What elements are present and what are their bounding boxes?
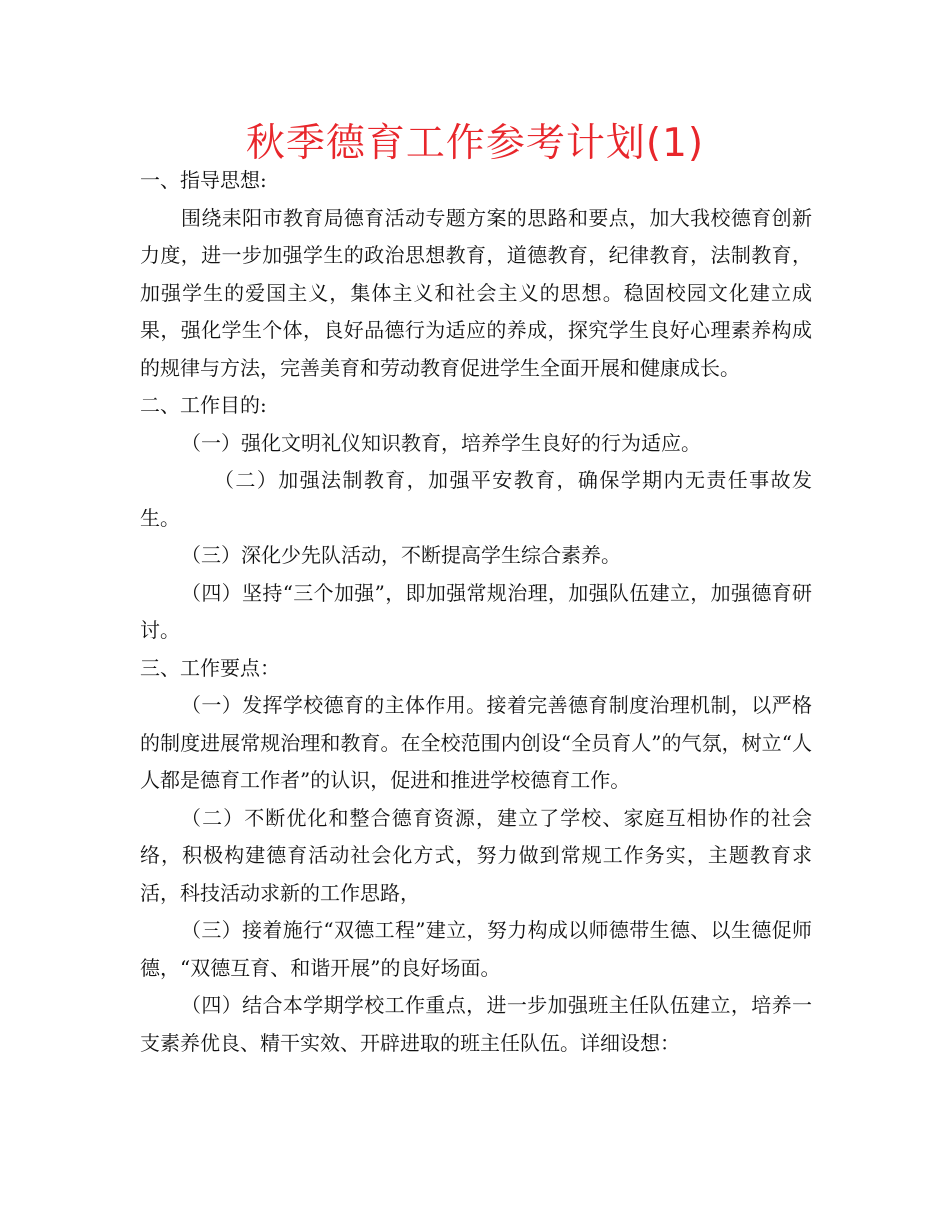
document-title: 秋季德育工作参考计划(1) <box>245 121 705 166</box>
goal-item-3: （三）深化少先队活动，不断提高学生综合素养。 <box>181 543 621 567</box>
work-point-3: （三）接着施行“双德工程”建立，努力构成以师德带生德、以生德促师德，“双德互育、和谐开展”的良好场面。 <box>140 918 812 980</box>
work-point-2: （二）不断优化和整合德育资源，建立了学校、家庭互相协作的社会络，积极构建德育活动社会化方式，努力做到常规工作务实，主题教育求活，科技活动求新的工作思路， <box>140 805 812 905</box>
goal-item-4: （四）坚持“三个加强”，即加强常规治理，加强队伍建立，加强德育研讨。 <box>140 580 812 642</box>
paragraph-guiding-thought: 围绕耒阳市教育局德育活动专题方案的思路和要点，加大我校德育创新力度，进一步加强学生的政治思想教育，道德教育，纪律教育，法制教育，加强学生的爱国主义，集体主义和社会主义的思想。稳固校园文化建立成果，强化学生个体，良好品德行为适应的养成，探究学生良好心理素养构成的规律与方法，完善美育和劳动教育促进学生全面开展和健康成长。 <box>140 205 812 380</box>
section-heading-work-goals: 二、工作目的: <box>140 393 267 417</box>
goal-item-2: （二）加强法制教育，加强平安教育，确保学期内无责任事故发生。 <box>140 468 812 530</box>
section-heading-guiding-thought: 一、指导思想: <box>140 168 267 192</box>
section-heading-work-points: 三、工作要点： <box>140 655 280 680</box>
work-point-1: （一）发挥学校德育的主体作用。接着完善德育制度治理机制，以严格的制度进展常规治理和教育。在全校范围内创设“全员育人”的气氛，树立“人人都是德育工作者”的认识，促进和推进学校德育工作。 <box>140 693 812 792</box>
work-point-4: （四）结合本学期学校工作重点，进一步加强班主任队伍建立，培养一支素养优良、精干实效、开辟进取的班主任队伍。详细设想： <box>140 993 812 1055</box>
goal-item-1: （一）强化文明礼仪知识教育，培养学生良好的行为适应。 <box>181 430 701 455</box>
document-body <box>140 162 812 1062</box>
